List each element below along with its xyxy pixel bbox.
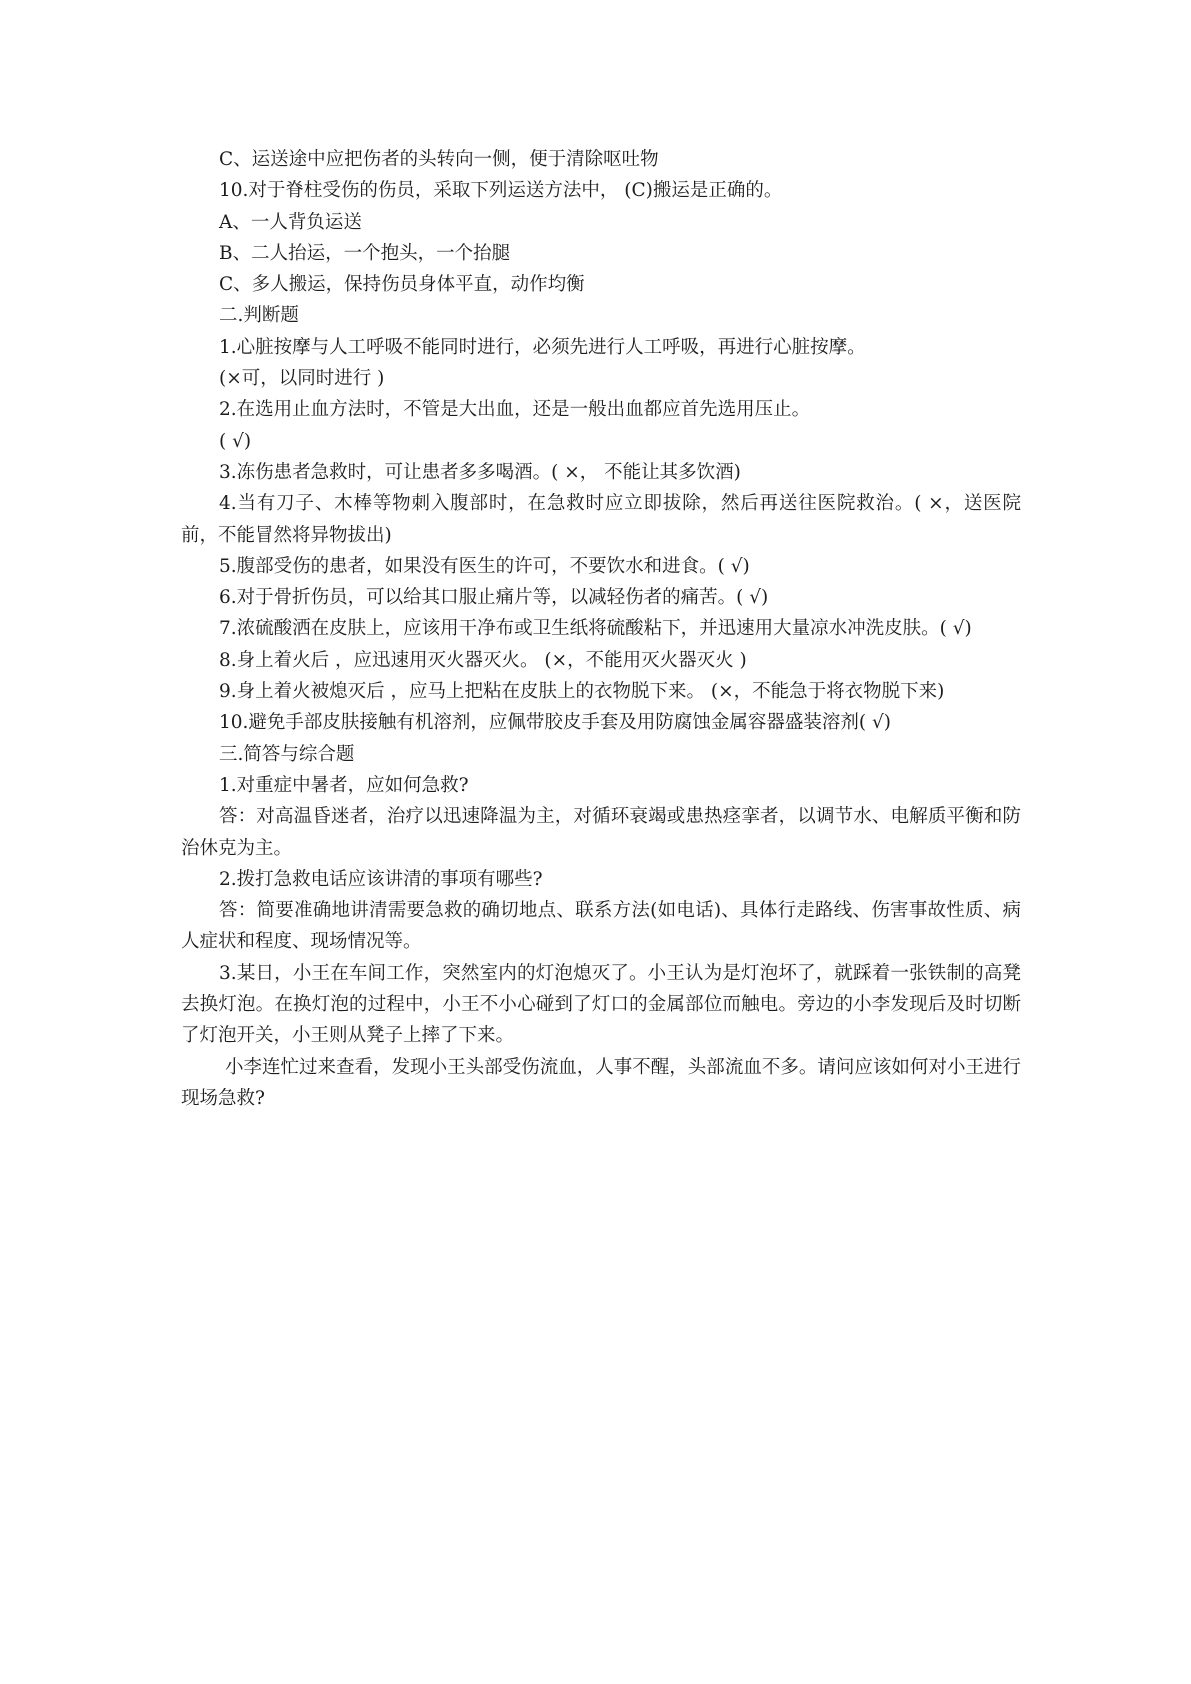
document-body	[181, 144, 1021, 1114]
short-answer-question-3: 小李连忙过来查看，发现小王头部受伤流血，人事不醒，头部流血不多。请问应该如何对小王进行现场急救?	[181, 1056, 1021, 1109]
q10-question: 10.对于脊柱受伤的伤员，采取下列运送方法中， (C)搬运是正确的。	[219, 180, 783, 202]
tf-question-7: 7.浓硫酸洒在皮肤上，应该用干净布或卫生纸将硫酸粘下，并迅速用大量凉水冲洗皮肤。( √)	[219, 618, 972, 640]
q10-option-b: B、二人抬运，一个抱头，一个抬腿	[219, 242, 511, 264]
tf-question-10: 10.避免手部皮肤接触有机溶剂，应佩带胶皮手套及用防腐蚀金属容器盛装溶剂( √)	[219, 712, 892, 734]
q10-option-a: A、一人背负运送	[219, 211, 362, 233]
tf-question-9: 9.身上着火被熄灭后 ，应马上把粘在皮肤上的衣物脱下来。 (×，不能急于将衣物脱下来)	[219, 681, 945, 703]
tf-question-4: 4.当有刀子、木棒等物刺入腹部时，在急救时应立即拔除，然后再送往医院救治。( ×，送医院前，不能冒然将异物拔出)	[181, 493, 1021, 546]
tf-question-1: 1.心脏按摩与人工呼吸不能同时进行，必须先进行人工呼吸，再进行心脏按摩。	[219, 336, 866, 358]
tf-question-2: 2.在选用止血方法时，不管是大出血，还是一般出血都应首先选用压止。	[219, 399, 811, 421]
tf-answer-2: ( √)	[219, 430, 252, 452]
short-answer-scenario-3: 3.某日，小王在车间工作，突然室内的灯泡熄灭了。小王认为是灯泡坏了，就踩着一张铁制的高凳去换灯泡。在换灯泡的过程中，小王不小心碰到了灯口的金属部位而触电。旁边的小李发现后及时切断了灯泡开关，小王则从凳子上摔了下来。	[181, 962, 1021, 1047]
tf-question-8: 8.身上着火后 ，应迅速用灭火器灭火。 (×，不能用灭火器灭火 )	[219, 649, 747, 671]
section-2-heading: 二.判断题	[219, 305, 299, 327]
tf-question-3: 3.冻伤患者急救时，可让患者多多喝酒。( ×， 不能让其多饮酒)	[219, 461, 741, 483]
tf-answer-1: (×可，以同时进行 )	[219, 368, 385, 390]
short-answer-question-1: 1.对重症中暑者，应如何急救?	[219, 774, 469, 796]
q9-option-c: C、运送途中应把伤者的头转向一侧，便于清除呕吐物	[219, 149, 659, 170]
short-answer-question-2: 2.拨打急救电话应该讲清的事项有哪些?	[219, 868, 543, 890]
short-answer-answer-2: 答：简要准确地讲清需要急救的确切地点、联系方法(如电话)、具体行走路线、伤害事故性质、病人症状和程度、现场情况等。	[181, 900, 1021, 953]
q10-option-c: C、多人搬运，保持伤员身体平直，动作均衡	[219, 274, 585, 296]
short-answer-answer-1: 答：对高温昏迷者，治疗以迅速降温为主，对循环衰竭或患热痉挛者，以调节水、电解质平衡和防治休克为主。	[181, 806, 1021, 859]
tf-question-6: 6.对于骨折伤员，可以给其口服止痛片等，以减轻伤者的痛苦。( √)	[219, 587, 769, 609]
section-3-heading: 三.简答与综合题	[219, 743, 355, 765]
tf-question-5: 5.腹部受伤的患者，如果没有医生的许可，不要饮水和进食。( √)	[219, 555, 750, 577]
